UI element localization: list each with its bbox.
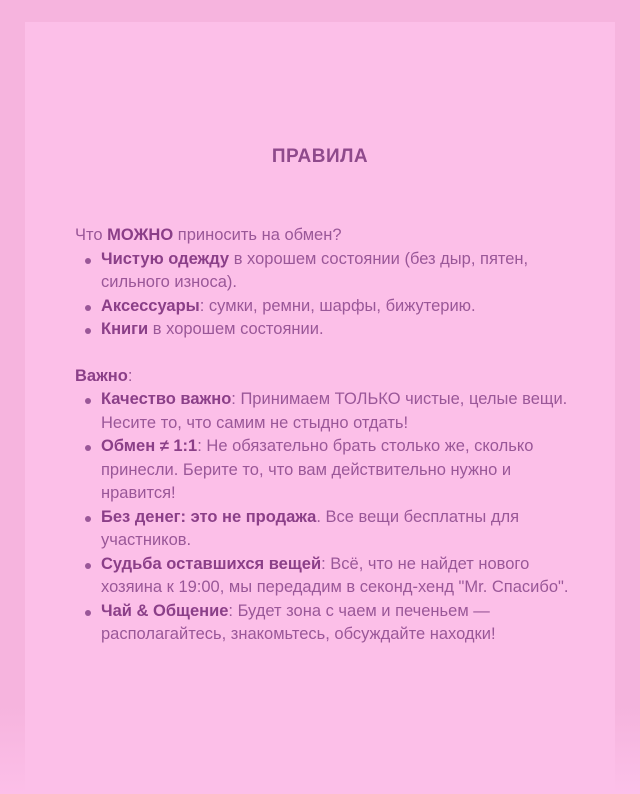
list-item-bold: Аксессуары	[101, 296, 200, 315]
page-title: ПРАВИЛА	[271, 146, 369, 167]
important-heading-suffix: :	[127, 366, 133, 385]
list-item-text: . Все вещи бесплатны для участников.	[101, 507, 520, 549]
list-item-text: : Будет зона с чаем и печеньем — располагайтесь, знакомьтесь, обсуждайте находки!	[101, 601, 496, 643]
list-item-bold: Книги	[101, 320, 149, 338]
important-heading	[75, 365, 575, 389]
important-heading-bold: Важно	[75, 366, 128, 385]
list-item	[75, 388, 575, 435]
list-item	[75, 600, 575, 647]
list-item-text: : Не обязательно брать столько же, сколько принесли. Берите то, что вам действительно нужно и нравится!	[101, 437, 534, 502]
list-item-text: : Принимаем ТОЛЬКО чистые, целые вещи. Несите то, что самим не стыдно отдать!	[101, 390, 568, 432]
list-item-text: в хорошем состоянии (без дыр, пятен, сильного износа).	[101, 249, 529, 291]
list-item	[75, 435, 575, 506]
list-item-bold: Без денег: это не продажа	[101, 507, 317, 526]
allowed-intro	[75, 224, 575, 248]
rules-content	[75, 224, 575, 647]
allowed-intro-bold: МОЖНО	[107, 226, 174, 244]
allowed-intro-suffix: приносить на обмен?	[173, 226, 342, 244]
allowed-intro-prefix: Что	[75, 226, 108, 244]
list-item	[75, 318, 575, 342]
list-item-text: : Всё, что не найдет нового хозяина к 19:00, мы передадим в секонд-хенд "Mr. Спасибо".	[101, 554, 569, 596]
frame-fade	[0, 704, 640, 794]
list-item	[75, 553, 575, 600]
list-item-bold: Обмен ≠ 1:1	[101, 437, 198, 455]
list-item-bold: Чай & Общение	[101, 601, 229, 620]
list-item-text: : сумки, ремни, шарфы, бижутерию.	[199, 296, 476, 315]
list-item-text: в хорошем состоянии.	[148, 320, 324, 338]
list-item	[75, 295, 575, 319]
list-item	[75, 506, 575, 553]
list-item	[75, 248, 575, 295]
allowed-list	[75, 248, 575, 342]
list-item-bold: Чистую одежду	[101, 249, 230, 268]
important-list	[75, 388, 575, 647]
section-gap	[75, 342, 575, 365]
list-item-bold: Судьба оставшихся вещей	[101, 554, 322, 573]
list-item-bold: Качество важно	[101, 390, 232, 408]
